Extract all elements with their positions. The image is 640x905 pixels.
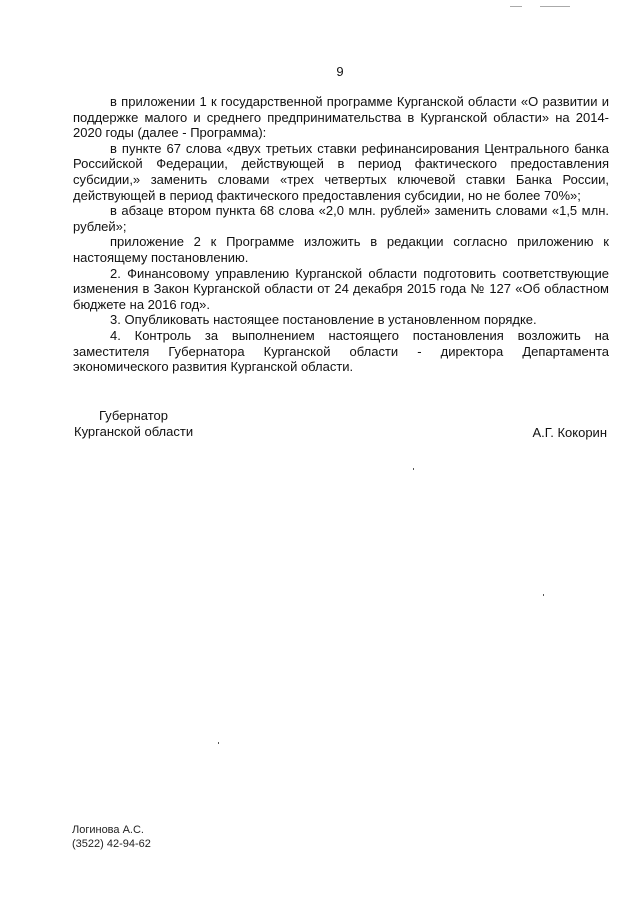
- document-body: [73, 94, 609, 375]
- paragraph-item-3: 3. Опубликовать настоящее постановление в установленном порядке.: [110, 312, 537, 328]
- scan-mark: [540, 6, 570, 7]
- scan-mark: [510, 6, 522, 7]
- signatory-name: А.Г. Кокорин: [532, 425, 607, 440]
- paragraph-appendix-1: в приложении 1 к государственной программе Курганской области «О развитии и поддержке малого и среднего предпринимательства в Курганской области» на 2014-2020 годы (далее - Программа):: [73, 94, 609, 141]
- paragraph-point-68: в абзаце втором пункта 68 слова «2,0 млн. рублей» заменить словами «1,5 млн. рублей»;: [73, 203, 609, 234]
- page-number: 9: [336, 64, 344, 79]
- scan-speck: [543, 594, 544, 596]
- signatory-position-line2: Курганской области: [74, 424, 194, 439]
- signatory-position: [74, 408, 193, 440]
- paragraph-appendix-2: приложение 2 к Программе изложить в редакции согласно приложению к настоящему постановлению.: [73, 234, 609, 265]
- paragraph-item-2: 2. Финансовому управлению Курганской области подготовить соответствующие изменения в Закон Курганской области от 24 декабря 2015 года № 127 «Об областном бюджете на 2016 год».: [73, 265, 609, 312]
- executor-block: [72, 823, 151, 851]
- executor-name: Логинова А.С.: [72, 824, 144, 836]
- paragraph-point-67: в пункте 67 слова «двух третьих ставки рефинансирования Центрального банка Российской Федерации, действующей в период фактического предоставления субсидии,» заменить словами «трех четвертых ключевой ставки Банка России, действующей в период фактического предоставления субсидии, но не более 70%»;: [73, 140, 609, 203]
- signatory-position-line1: Губернатор: [99, 408, 168, 423]
- scan-speck: [413, 468, 414, 470]
- paragraph-item-4: 4. Контроль за выполнением настоящего постановления возложить на заместителя Губернатора Курганской области - директора Департамента экономического развития Курганской области.: [73, 327, 609, 375]
- scan-speck: [218, 742, 219, 744]
- executor-phone: (3522) 42-94-62: [72, 838, 151, 850]
